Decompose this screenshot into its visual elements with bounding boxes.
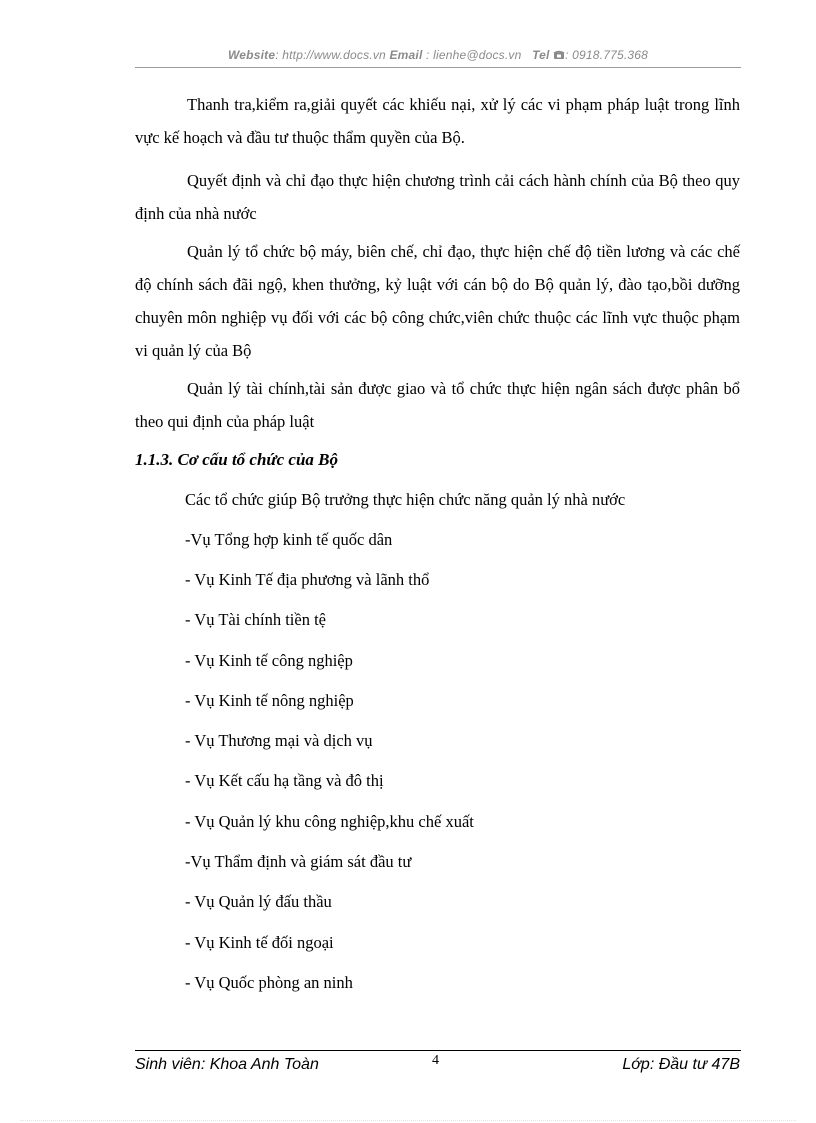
list-item: - Vụ Kinh Tế địa phương và lãnh thổ [185,570,430,589]
page-header [135,48,741,63]
paragraph-admin-reform: Quyết định và chỉ đạo thực hiện chương trình cải cách hành chính của Bộ theo quy định của nhà nước [135,171,740,223]
website-label: Website [228,48,276,62]
intro-line: Các tổ chức giúp Bộ trưởng thực hiện chức năng quản lý nhà nước [185,490,626,509]
paragraph-finance: Quản lý tài chính,tài sản được giao và tổ chức thực hiện ngân sách được phân bổ theo qui định của pháp luật [135,379,740,431]
footer-class: Lớp: Đầu tư 47B [622,1056,740,1073]
list-item: - Vụ Kinh tế nông nghiệp [185,691,354,710]
email-label: Email [389,48,423,62]
list-item: - Vụ Kinh tế công nghiệp [185,651,353,670]
footer-student: Sinh viên: Khoa Anh Toàn [135,1056,319,1073]
email-value: : lienhe@docs.vn [422,48,522,62]
paragraph-inspection: Thanh tra,kiểm ra,giải quyết các khiếu nại, xử lý các vi phạm pháp luật trong lĩnh vực kế hoạch và đầu tư thuộc thẩm quyền của Bộ. [135,95,740,147]
list-item: - Vụ Quản lý khu công nghiệp,khu chế xuất [185,812,474,831]
list-item: - Vụ Tài chính tiền tệ [185,610,326,629]
phone-icon [553,49,565,63]
page-number: 4 [432,1053,439,1068]
footer-divider [135,1050,741,1051]
paragraph-organization: Quản lý tổ chức bộ máy, biên chế, chỉ đạo, thực hiện chế độ tiền lương và các chế độ chính sách đãi ngộ, khen thưởng, kỷ luật với cán bộ do Bộ quản lý, đào tạo,bồi dưỡng chuyên môn nghiệp vụ đối với các bộ công chức,viên chức thuộc các lĩnh vực thuộc phạm vi quản lý của Bộ [135,242,740,360]
list-item: -Vụ Tổng hợp kinh tế quốc dân [185,530,393,549]
list-item: -Vụ Thẩm định và giám sát đầu tư [185,852,412,871]
list-item: - Vụ Thương mại và dịch vụ [185,731,373,750]
list-item: - Vụ Quốc phòng an ninh [185,973,353,992]
website-value: : http://www.docs.vn [275,48,386,62]
list-item: - Vụ Kinh tế đối ngoại [185,933,334,952]
list-item: - Vụ Quản lý đấu thầu [185,892,332,911]
page-edge-dots [20,1120,796,1121]
section-heading: 1.1.3. Cơ cấu tổ chức của Bộ [135,450,339,469]
tel-value: : 0918.775.368 [565,48,648,62]
tel-label: Tel [532,48,550,62]
list-item: - Vụ Kết cấu hạ tầng và đô thị [185,771,384,790]
header-divider [135,67,741,68]
